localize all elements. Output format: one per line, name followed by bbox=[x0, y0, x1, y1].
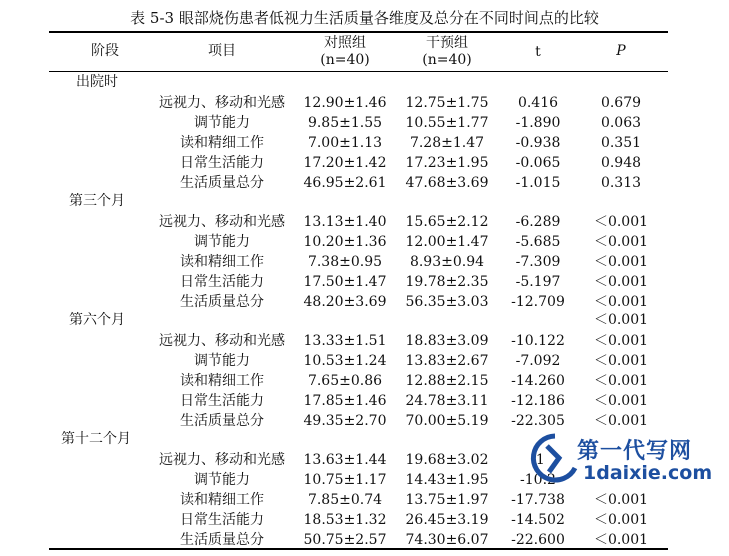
row-intervention-value: 13.83±2.67 bbox=[405, 353, 489, 369]
row-intervention-value: 24.78±3.11 bbox=[405, 393, 489, 409]
header-p: P bbox=[616, 43, 626, 59]
row-t-value: -17.738 bbox=[511, 492, 565, 508]
row-intervention-value: 13.75±1.97 bbox=[405, 492, 489, 508]
row-item: 生活质量总分 bbox=[180, 532, 264, 548]
row-t-value: -5.685 bbox=[515, 234, 561, 250]
row-intervention-value: 74.30±6.07 bbox=[405, 532, 489, 548]
row-item: 生活质量总分 bbox=[180, 175, 264, 191]
row-intervention-value: 7.28±1.47 bbox=[409, 135, 485, 151]
row-p-value: ＜0.001 bbox=[593, 234, 649, 250]
row-control-value: 7.38±0.95 bbox=[307, 254, 383, 270]
row-item: 日常生活能力 bbox=[180, 393, 264, 409]
row-intervention-value: 70.00±5.19 bbox=[405, 413, 489, 429]
header-intervention-n: (n=40) bbox=[422, 52, 472, 68]
row-intervention-value: 47.68±3.69 bbox=[405, 175, 489, 191]
row-item: 生活质量总分 bbox=[180, 294, 264, 310]
row-intervention-value: 18.83±3.09 bbox=[405, 333, 489, 349]
row-intervention-value: 19.68±3.02 bbox=[405, 452, 489, 468]
stage-label: 第六个月 bbox=[69, 312, 125, 328]
row-control-value: 9.85±1.55 bbox=[307, 115, 383, 131]
row-t-value: -6.289 bbox=[515, 214, 561, 230]
row-control-value: 12.90±1.46 bbox=[303, 95, 387, 111]
row-control-value: 48.20±3.69 bbox=[303, 294, 387, 310]
row-t-value: -7.092 bbox=[515, 353, 561, 369]
row-t-value: -7.309 bbox=[515, 254, 561, 270]
table-bottom-rule bbox=[49, 548, 668, 550]
row-item: 读和精细工作 bbox=[180, 373, 264, 389]
row-t-value: -22.600 bbox=[511, 532, 565, 548]
row-control-value: 46.95±2.61 bbox=[303, 175, 387, 191]
header-intervention-name: 干预组 bbox=[426, 35, 468, 51]
row-control-value: 13.33±1.51 bbox=[303, 333, 387, 349]
row-t-value: -14.502 bbox=[511, 512, 565, 528]
stage-label: 第三个月 bbox=[69, 193, 125, 209]
row-item: 读和精细工作 bbox=[180, 492, 264, 508]
row-item: 调节能力 bbox=[194, 353, 250, 369]
row-p-value: ＜0.001 bbox=[593, 333, 649, 349]
row-p-value: 0.063 bbox=[600, 115, 642, 131]
row-p-value: ＜0.001 bbox=[593, 413, 649, 429]
row-p-value: 0.679 bbox=[600, 95, 642, 111]
row-control-value: 7.00±1.13 bbox=[307, 135, 383, 151]
row-item: 日常生活能力 bbox=[180, 274, 264, 290]
row-intervention-value: 19.78±2.35 bbox=[405, 274, 489, 290]
row-t-value: -10.122 bbox=[511, 333, 565, 349]
row-control-value: 49.35±2.70 bbox=[303, 413, 387, 429]
row-p-value: 0.948 bbox=[600, 155, 642, 171]
row-intervention-value: 17.23±1.95 bbox=[405, 155, 489, 171]
row-item: 远视力、移动和光感 bbox=[159, 95, 285, 111]
table-caption: 表 5-3 眼部烧伤患者低视力生活质量各维度及总分在不同时间点的比较 bbox=[130, 9, 599, 27]
header-control bbox=[300, 35, 390, 69]
row-t-value: -0.065 bbox=[515, 155, 561, 171]
row-intervention-value: 12.75±1.75 bbox=[405, 95, 489, 111]
row-item: 远视力、移动和光感 bbox=[159, 452, 285, 468]
row-p-value: ＜0.001 bbox=[593, 254, 649, 270]
row-t-value: -1.015 bbox=[515, 175, 561, 191]
row-p-value: ＜0.001 bbox=[593, 353, 649, 369]
row-control-value: 10.75±1.17 bbox=[303, 472, 387, 488]
row-item: 远视力、移动和光感 bbox=[159, 214, 285, 230]
row-control-value: 50.75±2.57 bbox=[303, 532, 387, 548]
row-item: 日常生活能力 bbox=[180, 155, 264, 171]
header-stage: 阶段 bbox=[91, 43, 119, 59]
watermark bbox=[525, 430, 725, 488]
row-item: 远视力、移动和光感 bbox=[159, 333, 285, 349]
row-p-value: 0.313 bbox=[600, 175, 642, 191]
row-t-value: 0.416 bbox=[517, 95, 559, 111]
row-t-value: -12.709 bbox=[511, 294, 565, 310]
row-p-value: ＜0.001 bbox=[593, 373, 649, 389]
watermark-text-url: 1daixie.com bbox=[583, 462, 713, 484]
stage-label: 出院时 bbox=[76, 74, 118, 90]
row-intervention-value: 12.88±2.15 bbox=[405, 373, 489, 389]
stage-p-value: ＜0.001 bbox=[593, 312, 649, 328]
row-t-value: -1 bbox=[531, 452, 545, 468]
row-control-value: 10.53±1.24 bbox=[303, 353, 387, 369]
row-intervention-value: 26.45±3.19 bbox=[405, 512, 489, 528]
row-item: 读和精细工作 bbox=[180, 135, 264, 151]
header-item: 项目 bbox=[208, 43, 236, 59]
row-control-value: 13.63±1.44 bbox=[303, 452, 387, 468]
row-t-value: -0.938 bbox=[515, 135, 561, 151]
row-p-value: ＜0.001 bbox=[593, 532, 649, 548]
row-control-value: 17.85±1.46 bbox=[303, 393, 387, 409]
row-p-value: ＜0.001 bbox=[593, 274, 649, 290]
header-control-n: (n=40) bbox=[320, 52, 370, 68]
stage-label: 第十二个月 bbox=[61, 431, 131, 447]
row-p-value: ＜0.001 bbox=[593, 492, 649, 508]
row-item: 调节能力 bbox=[194, 234, 250, 250]
row-intervention-value: 8.93±0.94 bbox=[409, 254, 485, 270]
row-intervention-value: 10.55±1.77 bbox=[405, 115, 489, 131]
row-control-value: 7.85±0.74 bbox=[307, 492, 383, 508]
row-item: 生活质量总分 bbox=[180, 413, 264, 429]
row-item: 调节能力 bbox=[194, 472, 250, 488]
row-t-value: -14.260 bbox=[511, 373, 565, 389]
row-control-value: 17.20±1.42 bbox=[303, 155, 387, 171]
row-intervention-value: 14.43±1.95 bbox=[405, 472, 489, 488]
header-t: t bbox=[535, 44, 541, 60]
row-p-value: ＜0.001 bbox=[593, 214, 649, 230]
header-intervention bbox=[402, 35, 492, 69]
row-control-value: 13.13±1.40 bbox=[303, 214, 387, 230]
row-control-value: 10.20±1.36 bbox=[303, 234, 387, 250]
row-item: 读和精细工作 bbox=[180, 254, 264, 270]
row-p-value: ＜0.001 bbox=[593, 512, 649, 528]
row-item: 调节能力 bbox=[194, 115, 250, 131]
watermark-logo-icon bbox=[525, 430, 585, 488]
watermark-text-cn: 第一代写网 bbox=[577, 439, 693, 464]
row-intervention-value: 15.65±2.12 bbox=[405, 214, 489, 230]
row-t-value: -10.2 bbox=[520, 472, 556, 488]
row-t-value: -22.305 bbox=[511, 413, 565, 429]
row-intervention-value: 12.00±1.47 bbox=[405, 234, 489, 250]
header-control-name: 对照组 bbox=[324, 35, 366, 51]
row-t-value: -5.197 bbox=[515, 274, 561, 290]
row-control-value: 17.50±1.47 bbox=[303, 274, 387, 290]
row-p-value: 0.351 bbox=[600, 135, 642, 151]
row-p-value: ＜0.001 bbox=[593, 393, 649, 409]
table-top-rule bbox=[49, 31, 668, 33]
row-item: 日常生活能力 bbox=[180, 512, 264, 528]
row-control-value: 7.65±0.86 bbox=[307, 373, 383, 389]
row-t-value: -1.890 bbox=[515, 115, 561, 131]
row-t-value: -12.186 bbox=[511, 393, 565, 409]
row-p-value: ＜0.001 bbox=[593, 294, 649, 310]
row-intervention-value: 56.35±3.03 bbox=[405, 294, 489, 310]
row-control-value: 18.53±1.32 bbox=[303, 512, 387, 528]
table-header-rule bbox=[49, 71, 668, 72]
